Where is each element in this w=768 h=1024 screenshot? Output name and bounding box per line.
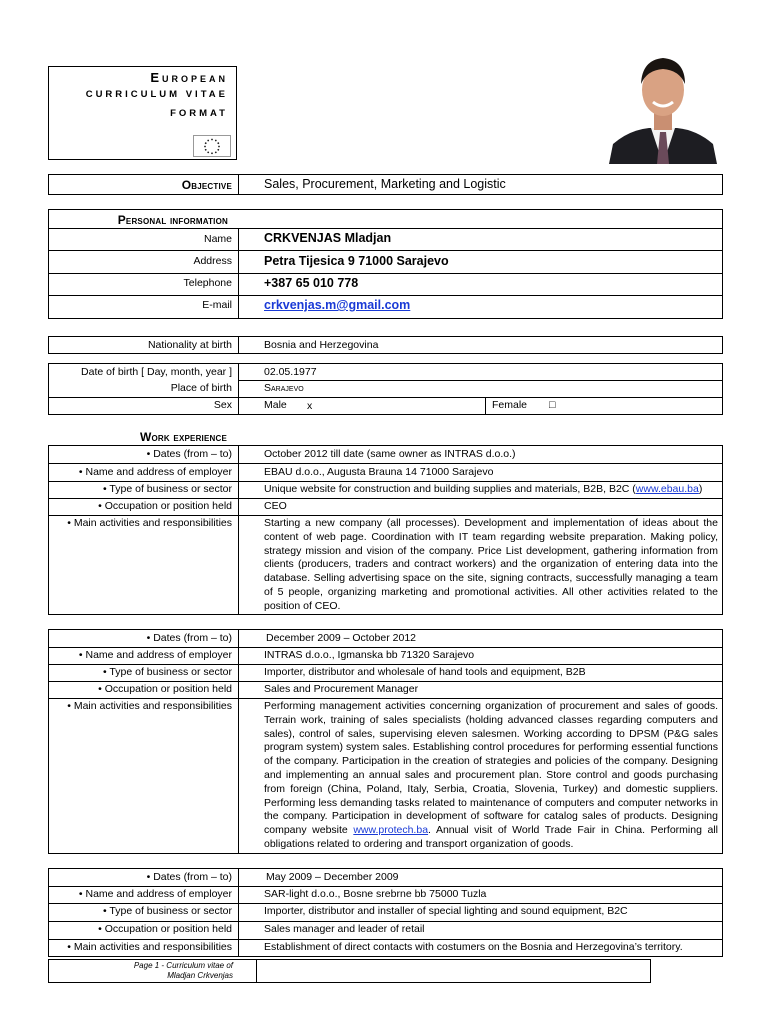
job-3-divider: [238, 869, 239, 956]
objective-divider: [238, 175, 239, 194]
place-of-birth-label: Place of birth: [170, 382, 232, 394]
job-1-activities-value: Starting a new company (all processes). Development and implementation of ideas about the content of web page. Coordination with IT team regarding website preparation. Making policy, strategy mission and vision of the company. Price List development, gathering information from clients (producers, traders and contract workers) and the organization of entering data into the database. Selling advertising space on the site, signing contracts, successfully managing a team of 5 people, organizing marketing and promotional activities. All other activities related to the position of CEO.: [264, 517, 718, 612]
job-2-activities-end: . Annual visit of World Trade Fair in China. Performing all obligations related to ordering and transport organization of goods.: [264, 824, 719, 850]
job-1-employer-label: • Name and address of employer: [78, 466, 232, 478]
job-1-dates-value: October 2012 till date (same owner as INTRAS d.o.o.): [264, 448, 516, 460]
job-1-employer-value: EBAU d.o.o., Augusta Brauna 14 71000 Sarajevo: [264, 466, 494, 478]
job-2-line-3: [49, 681, 723, 682]
job-2-line-2: [49, 664, 723, 665]
job-2-business-value: Importer, distributor and wholesale of hand tools and equipment, B2B: [264, 666, 586, 678]
job-1-line-3: [49, 498, 723, 499]
job-2-activities-text: Performing management activities concerning organization of procurement and sales of goods. Terrain work, training of sales specialists (holding advanced classes regarding computers and sales), control of sales, supervising eleven salesmen. Working according to DPSM (P&G sales program system) system sales. Establishing control procedures for performing essential functions of the company. Participation in the creation of strategies and policies of the company. Designing and implementing an annual sales and procurement plan. Store control and goods purchasing from foreign (China, Poland, Italy, Serbia, Croatia, Slovenia, Turkey) and domestic suppliers. Performing less demanding tasks related to maintenance of computers and computer networks in the company. Participation in development of software for catalog sales of products. Designing company website: [264, 700, 718, 837]
footer-line-2: Mladjan Crkvenjas: [167, 971, 233, 980]
work-experience-heading: Work experience: [139, 430, 227, 444]
address-label: Address: [193, 255, 232, 267]
job-1-table: [48, 445, 723, 615]
job-3-activities-label: • Main activities and responsibilities: [67, 941, 232, 953]
job-3-line-4: [49, 939, 723, 940]
address-value: Petra Tijesica 9 71000 Sarajevo: [264, 254, 449, 268]
job-3-dates-value: May 2009 – December 2009: [266, 871, 399, 883]
telephone-label: Telephone: [183, 277, 232, 289]
job-3-occupation-value: Sales manager and leader of retail: [264, 923, 425, 935]
sex-divider: [485, 397, 486, 414]
job-2-occupation-label: • Occupation or position held: [98, 683, 232, 695]
profile-photo: [609, 52, 717, 164]
job-1-occupation-value: CEO: [264, 500, 287, 512]
female-checkbox[interactable]: □: [549, 399, 556, 411]
job-2-employer-label: • Name and address of employer: [78, 649, 232, 661]
job-1-line-2: [49, 481, 723, 482]
job-1-line-4: [49, 515, 723, 516]
nationality-divider: [238, 337, 239, 353]
dob-value: 02.05.1977: [264, 366, 317, 378]
job-2-dates-label: • Dates (from – to): [146, 632, 232, 644]
email-link[interactable]: crkvenjas.m@gmail.com: [264, 298, 411, 312]
personal-info-heading-line: [49, 228, 238, 229]
page-footer: [48, 959, 651, 983]
ebau-link[interactable]: www.ebau.ba: [635, 483, 699, 495]
job-1-business-end: ): [698, 483, 703, 495]
nationality-row: [48, 336, 723, 354]
nationality-value: Bosnia and Herzegovina: [264, 339, 379, 351]
cv-title-line-2: CURRICULUM VITAE: [85, 89, 228, 100]
cv-title-line-3: FORMAT: [170, 108, 228, 119]
telephone-row-line: [49, 295, 723, 296]
job-2-employer-value: INTRAS d.o.o., Igmanska bb 71320 Sarajevo: [264, 649, 475, 661]
telephone-value: +387 65 010 778: [264, 276, 359, 290]
job-3-line-2: [49, 903, 723, 904]
footer-divider: [256, 960, 257, 982]
job-2-dates-value: December 2009 – October 2012: [266, 632, 417, 644]
footer-line-1: Page 1 - Curriculum vitae of: [133, 961, 233, 970]
job-2-line-4: [49, 698, 723, 699]
job-1-business-value: [259, 483, 723, 495]
job-1-line-1: [49, 463, 723, 464]
female-label: Female: [492, 399, 528, 411]
place-row-line: [49, 397, 723, 398]
objective-label: Objective: [181, 178, 232, 192]
job-3-business-label: • Type of business or sector: [103, 905, 232, 917]
job-1-business-label: • Type of business or sector: [103, 483, 232, 495]
objective-row: [48, 174, 723, 195]
job-1-divider: [238, 446, 239, 614]
job-1-business-text: Unique website for construction and building supplies and materials, B2B, B2C (: [264, 483, 636, 495]
address-row-line: [49, 273, 723, 274]
name-label: Name: [203, 233, 232, 245]
job-3-table: [48, 868, 723, 957]
job-2-activities-value: [259, 700, 723, 852]
cv-title-box: [48, 66, 237, 160]
job-1-activities-label: • Main activities and responsibilities: [67, 517, 232, 529]
cv-title-line-1: European: [150, 70, 228, 85]
nationality-label: Nationality at birth: [147, 339, 232, 351]
place-of-birth-value: Sarajevo: [264, 382, 304, 394]
personal-info-heading: Personal information: [117, 213, 228, 227]
job-3-line-1: [49, 886, 723, 887]
objective-value: Sales, Procurement, Marketing and Logistic: [264, 177, 506, 191]
sex-label: Sex: [213, 399, 232, 411]
dob-label: Date of birth [ Day, month, year ]: [81, 366, 232, 378]
job-1-dates-label: • Dates (from – to): [146, 448, 232, 460]
personal-info-value-box: [238, 228, 723, 229]
personal-info-table: [48, 209, 723, 319]
job-3-employer-label: • Name and address of employer: [78, 888, 232, 900]
male-label: Male: [264, 399, 287, 411]
job-3-occupation-label: • Occupation or position held: [98, 923, 232, 935]
job-2-business-label: • Type of business or sector: [103, 666, 232, 678]
job-2-occupation-value: Sales and Procurement Manager: [264, 683, 419, 695]
job-3-activities-value: Establishment of direct contacts with costumers on the Bosnia and Herzegovina’s territory.: [264, 941, 683, 953]
job-2-activities-label: • Main activities and responsibilities: [67, 700, 232, 712]
job-3-employer-value: SAR-light d.o.o., Bosne srebrne bb 75000 Tuzla: [264, 888, 487, 900]
male-checkbox[interactable]: x: [307, 400, 313, 412]
name-value: CRKVENJAS Mladjan: [264, 231, 392, 245]
name-row-line: [49, 250, 723, 251]
job-2-line-1: [49, 647, 723, 648]
dob-row-line: [238, 380, 723, 381]
job-1-occupation-label: • Occupation or position held: [98, 500, 232, 512]
job-3-business-value: Importer, distributor and installer of special lighting and sound equipment, B2C: [264, 905, 628, 917]
eu-flag-icon: [193, 135, 231, 157]
email-label: E-mail: [202, 299, 232, 311]
birth-divider: [238, 364, 239, 414]
job-2-table: [48, 629, 723, 854]
job-3-dates-label: • Dates (from – to): [146, 871, 232, 883]
protech-link[interactable]: www.protech.ba: [353, 824, 429, 837]
job-3-line-3: [49, 921, 723, 922]
birth-table: [48, 363, 723, 415]
